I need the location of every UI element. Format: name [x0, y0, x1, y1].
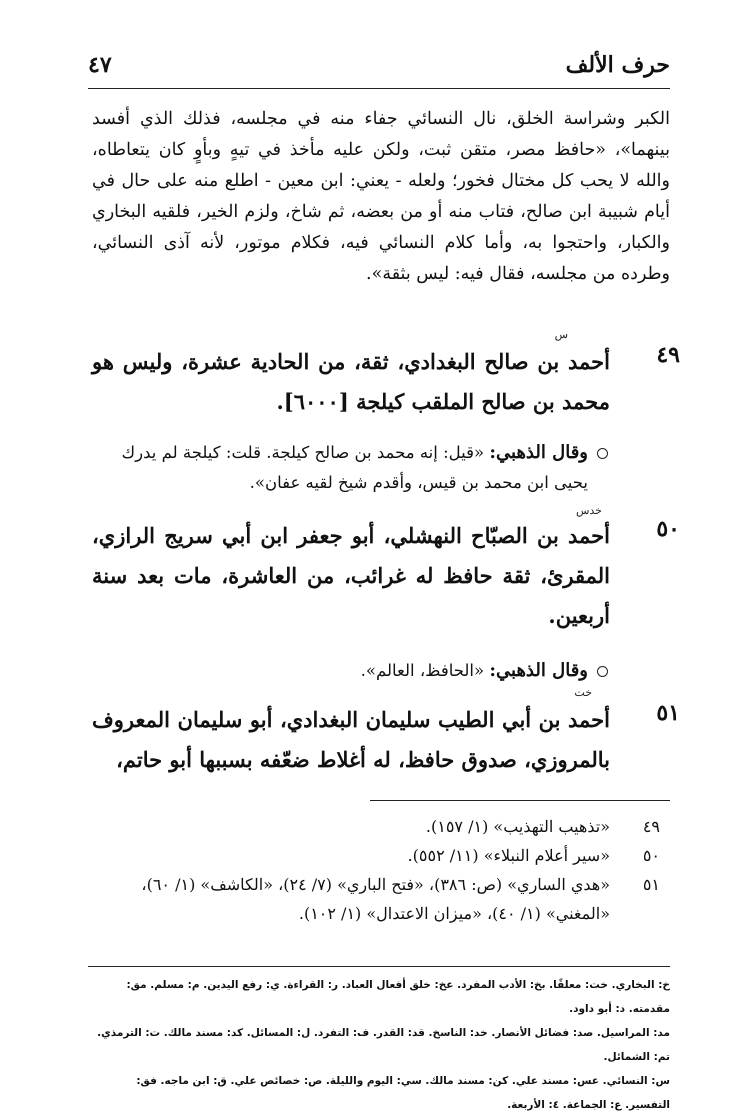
- note-label: وقال الذهبي:: [489, 660, 588, 681]
- note-text: «الحافظ، العالم».: [360, 661, 485, 680]
- entry-number: ٥١: [656, 700, 680, 726]
- dhahabi-note: [92, 656, 670, 686]
- continuation-paragraph: الكبر وشراسة الخلق، نال النسائي جفاء منه في مجلسه، فذلك الذي أفسد بينهما»، «حافظ مصر، متقن ثبت، ولكن عليه مأخذ في تيهٍ وبأوٍ كان يتعاطاه، والله لا يحب كل مختال فخور؛ ولعله - يعني: ابن معين - اطلع منه على حال في أيام شبيبة ابن صالح، فتاب منه أو من بعضه، ثم شاخ، ولزم الخير، فلقيه البخاري والكبار، واحتجوا به، وأما كلام النسائي فيه، فكلام موتور، لأنه آذى النسائي، وطرده من مجلسه، فقال فيه: ليس بثقة».: [92, 109, 670, 284]
- footnote-text: «تذهيب التهذيب» (١/ ١٥٧).: [425, 817, 610, 836]
- footnote-number: ٥٠: [642, 846, 660, 865]
- note-text: «قيل: إنه محمد بن صالح كيلجة. قلت: كيلجة لم يدرك يحيى ابن محمد بن قيس، وأقدم شيخ لقيه عفان».: [121, 443, 588, 492]
- footnote: [92, 870, 670, 928]
- entry-number: ٥٠: [656, 516, 680, 542]
- source-symbol: خدس: [575, 504, 602, 517]
- biography-entry: [92, 686, 680, 780]
- entry-text: أحمد بن صالح البغدادي، ثقة، من الحادية عشرة، وليس هو محمد بن صالح الملقب كيلجة [٦٠٠٠].: [92, 349, 610, 414]
- entry-text: أحمد بن الصبّاح النهشلي، أبو جعفر ابن أبي سريج الرازي، المقرئ، ثقة حافظ له غرائب، من العاشرة، مات بعد سنة أربعين.: [92, 523, 610, 628]
- source-symbol: س: [554, 328, 568, 341]
- footnote-text: «سير أعلام النبلاء» (١١/ ٥٥٢).: [407, 846, 610, 865]
- footnote-number: ٤٩: [642, 817, 660, 836]
- circle-bullet-icon: [597, 666, 608, 677]
- chapter-title: حرف الألف: [565, 52, 670, 78]
- dhahabi-note: [92, 438, 670, 498]
- biography-entry: [92, 328, 680, 422]
- note-label: وقال الذهبي:: [489, 442, 588, 463]
- entry-number: ٤٩: [656, 342, 680, 368]
- page-header: [88, 48, 670, 89]
- footnote: [92, 841, 670, 870]
- footnote-text: «هدي الساري» (ص: ٣٨٦)، «فتح الباري» (٧/ ٢٤)، «الكاشف» (١/ ٦٠)، «المغني» (١/ ٤٠)، «ميزان الاعتدال» (١/ ١٠٢).: [141, 875, 610, 923]
- symbol-key: [88, 966, 670, 1117]
- footnote: [92, 812, 670, 841]
- symbol-key-line: خ: البخاري. خت: معلقًا. بخ: الأدب المفرد. عخ: خلق أفعال العباد. ر: القراءة. ي: رفع اليدين. م: مسلم. مق: مقدمته. د: أبو داود.: [126, 979, 670, 1015]
- source-symbol: خت: [574, 686, 592, 699]
- footnote-divider: [370, 800, 670, 801]
- symbol-key-line: مد: المراسيل. صد: فضائل الأنصار. خد: الناسخ. قد: القدر. ف: التفرد. ل: المسائل. كد: مسند مالك. ت: الترمذي. تم: الشمائل.: [97, 1027, 670, 1063]
- biography-entry: [92, 504, 680, 636]
- circle-bullet-icon: [597, 448, 608, 459]
- footnotes: [92, 812, 670, 928]
- entry-text: أحمد بن أبي الطيب سليمان البغدادي، أبو سليمان المعروف بالمروزي، صدوق حافظ، له أغلاط ضعّفه بسببها أبو حاتم،: [92, 707, 610, 772]
- page-number: ٤٧: [88, 52, 112, 78]
- footnote-number: ٥١: [642, 875, 660, 894]
- symbol-key-line: س: النسائي. عس: مسند علي. كن: مسند مالك. سي: اليوم والليلة. ص: خصائص علي. ق: ابن ماجه. فق: التفسير. ع: الجماعة. ٤: الأربعة.: [136, 1075, 670, 1111]
